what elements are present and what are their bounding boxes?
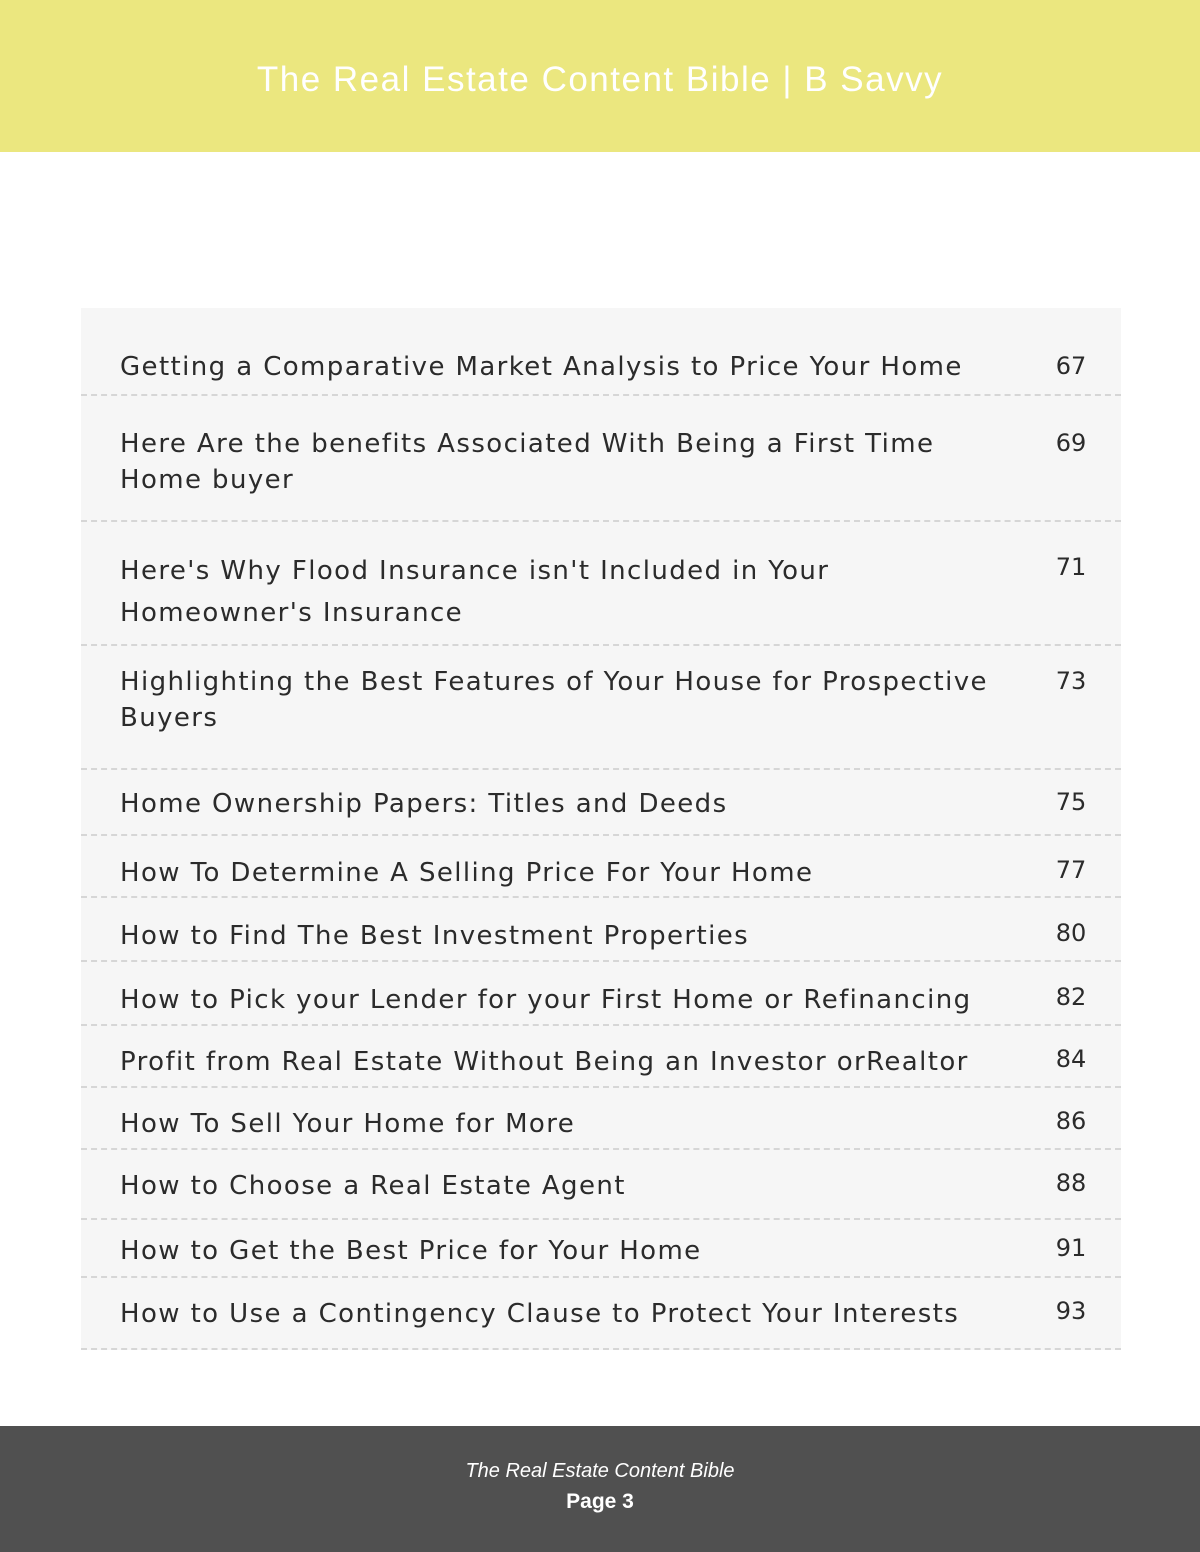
toc-row[interactable] [81, 308, 1121, 396]
toc-item-page: 71 [1055, 553, 1087, 581]
toc-item-title: How to Choose a Real Estate Agent [120, 1171, 626, 1201]
toc-item-title: How to Use a Contingency Clause to Protect Your Interests [120, 1299, 960, 1329]
toc-item-page: 86 [1055, 1107, 1087, 1135]
toc-item-title: How To Sell Your Home for More [120, 1109, 576, 1139]
toc-row[interactable] [81, 836, 1121, 898]
toc-item-page: 84 [1055, 1045, 1087, 1073]
table-of-contents [81, 308, 1121, 1350]
toc-item-title: Getting a Comparative Market Analysis to Price Your Home [120, 352, 963, 382]
toc-item-title: How to Pick your Lender for your First Home or Refinancing [120, 985, 972, 1015]
toc-item-title: Home Ownership Papers: Titles and Deeds [120, 789, 728, 819]
toc-row[interactable] [81, 1220, 1121, 1278]
toc-row[interactable] [81, 1150, 1121, 1220]
footer-title: The Real Estate Content Bible [465, 1460, 735, 1482]
toc-row[interactable] [81, 522, 1121, 646]
toc-row[interactable] [81, 962, 1121, 1026]
toc-row[interactable] [81, 646, 1121, 770]
toc-item-title: Here Are the benefits Associated With Being a First Time Home buyer [120, 429, 935, 495]
toc-item-title: How to Get the Best Price for Your Home [120, 1236, 702, 1266]
toc-item-page: 77 [1055, 856, 1087, 884]
toc-item-title: Here's Why Flood Insurance isn't Included in Your Homeowner's Insurance [120, 556, 830, 628]
page-footer [0, 1426, 1200, 1552]
toc-item-title: Profit from Real Estate Without Being an Investor orRealtor [120, 1047, 969, 1077]
toc-item-page: 80 [1055, 919, 1087, 947]
toc-item-page: 91 [1055, 1234, 1087, 1262]
toc-item-title: How To Determine A Selling Price For Your Home [120, 858, 814, 888]
toc-row[interactable] [81, 770, 1121, 836]
toc-row[interactable] [81, 898, 1121, 962]
page-number: Page 3 [566, 1490, 634, 1513]
toc-row[interactable] [81, 396, 1121, 522]
toc-item-page: 73 [1055, 667, 1087, 695]
header-title: The Real Estate Content Bible | B Savvy [256, 60, 944, 99]
toc-item-page: 93 [1055, 1297, 1087, 1325]
toc-row[interactable] [81, 1026, 1121, 1088]
toc-row[interactable] [81, 1278, 1121, 1350]
toc-item-title: How to Find The Best Investment Properties [120, 921, 750, 951]
toc-item-page: 88 [1055, 1169, 1087, 1197]
toc-item-page: 75 [1055, 788, 1087, 816]
toc-row[interactable] [81, 1088, 1121, 1150]
toc-item-page: 69 [1055, 429, 1087, 457]
page-header [0, 0, 1200, 152]
toc-item-page: 67 [1055, 352, 1087, 380]
toc-item-title: Highlighting the Best Features of Your House for Prospective Buyers [120, 667, 988, 733]
toc-item-page: 82 [1055, 983, 1087, 1011]
